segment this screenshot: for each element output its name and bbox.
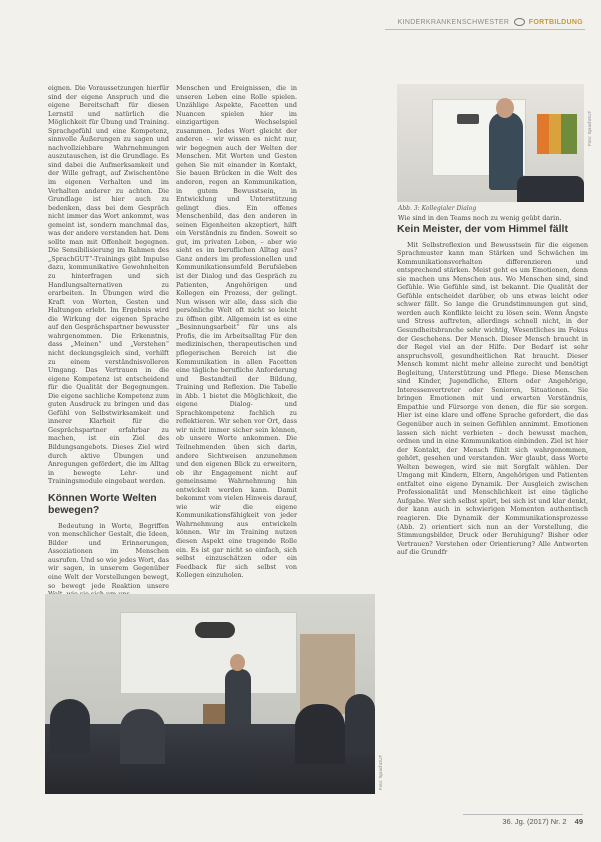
audience-member: [50, 699, 90, 754]
journal-issue: 36. Jg. (2017) Nr. 2: [502, 817, 567, 826]
speaker-head: [230, 654, 245, 671]
photo-1-caption: Abb. 3: Kollegialer Dialog: [398, 205, 477, 212]
photo-kollegialer-dialog: [397, 84, 584, 202]
audience-member: [345, 694, 375, 754]
page-footer: [502, 817, 583, 826]
audience-member: [517, 176, 584, 202]
colored-chart: [537, 114, 577, 154]
column-2: [176, 84, 297, 580]
column-1-paragraph-1: eignen. Die Voraussetzungen hierfür sind der eigene Anspruch und die eigene Bereitschaft für diesen Lernstil und natürlich die Möglichkeit für Übung und Training. Sprachgefühl und eine Kompetenz, sinnvolle Äußerungen zu sagen und nachvollziehbare Wahrnehmungen auszutauschen, ist die Grundlage. Es sind dabei die Aufmerksamkeit und der Wille gefragt, auf Zwischentöne im eigenen Verhalten und im Verhalten anderer zu achten. Die Grundlage ist hier auch zu bedenken, dass bei dem Gespräch nicht immer das Wort ankommt, was gemeint ist, sondern manchmal das, was der andere verstanden hat. Dem sollte man mit Offenheit begegnen. Die Sensibilisierung im Rahmen des „SprachGUT“-Trainings gibt Impulse dazu, kommunikative Gewohnheiten zu hinterfragen und sich Handlungsalternativen zu erarbeiten. In Übungen wird die Kraft von Worten, Gesten und Haltungen erlebt. Im Ergebnis wird die Wirkung der eigenen Sprache auf den Gesprächspartner bewusster wahrgenommen. Die Erkenntnis, dass „Meinen“ und „Verstehen“ nicht deckungsgleich sind, verhilft zu einem verständnisvolleren Umgang. Das Vertrauen in die eigene Kompetenz ist entscheidend für die Qualität der Begegnungen. Die eigene sachliche Kompetenz zum guten Ausdruck zu bringen und das Gefühl von Selbstwirksamkeit und innerer Klarheit für die Gesprächspartner erfahrbar zu machen, ist ein Ziel des Bildungsangebots. Dieses Ziel wird durch aktive Übungen und Anregungen gefördert, die im Alltag in bewegte Lehr- und Trainingsmodule eingebaut werden.: [48, 84, 169, 486]
section-name: FORTBILDUNG: [528, 18, 583, 26]
presenter-head: [496, 98, 514, 118]
photo-training-session: [45, 594, 375, 794]
magazine-name: KINDERKRANKENSCHWESTER: [397, 18, 510, 26]
photo-2-credit: Foto: SprachGUT: [378, 754, 383, 790]
audience-member: [295, 704, 345, 764]
cloud-card: [195, 622, 235, 638]
cloud-card: [457, 114, 479, 124]
column-3: [397, 223, 588, 557]
header-rule: [385, 29, 585, 30]
page-number: 49: [574, 817, 583, 826]
column-1-paragraph-2: Bedeutung in Worte, Begriffen von menschlicher Gestalt, die Ideen, Bilder und Erinnerungen, Assoziationen im Menschen ausrufen. Und so wie jedes Wort, das wir sagen, in unserem Gegenüber eine Welt der Vorstellungen bewegt, so bewegt jede Reaktion unsere: [48, 521, 169, 590]
heading-kein-meister: Kein Meister, der vom Himmel fällt: [397, 223, 568, 235]
heading-worte-welten: Können Worte Welten bewegen?: [48, 491, 157, 517]
running-header: [398, 18, 583, 26]
column-2-paragraph-1: Menschen und Ereignissen, die in unseren Leben eine Rolle spielen. Unzählige Aspekte, Facetten und Nuancen spielen hier im einzigartigen Wechselspiel zusammen. Jedes Wort gleicht der anderen – wir wissen es nicht nur, wir begegnen auch der Welten der Menschen. Mit Worten und Gesten gehen Sie mit einander in Kontakt, Sie bauen Brücken in die Welt des anderen, regen an Kommunikation, in gutem Bewusstsein, in Entwicklung und Unterstützung gelingt dies. Ein offenes Menschenbild, das den anderen in seinen Eigenheiten akzeptiert, hilft ein Verständnis zu finden. Soweit so gut, im privaten Leben, – aber wie sieht es im beruflichen Alltag aus? Ganz anders im professionellen und Kommunikationsumfeld Berufsleben ist der Dialog und das Gespräch zu Patienten, Angehörigen und Kollegen ein Prozess, der gelingt. Nun wissen wir alle, dass sich die persönliche Welt oft nicht so leicht zu öffnen gibt. Allgemein ist es eine „Besinnungsarbeit“ für uns als Profis, die im Arbeitsalltag Für den medizinischen, therapeutischen und pflegerischen Bereich ist die Kommunikation in allen Facetten eine tägliche berufliche Anforderung und Bestandteil der Bildung, Training und Reflexion. Die Tabelle in Abb. 1 bietet die Möglichkeit, die eigene Dialog- und Sprachkompetenz fachlich zu reflektieren. Wir sehen vor Ort, dass wir nicht immer sicher sein können, ob unsere Worte ankommen. Die Teilnehmenden üben sich darin, andere Sichtweisen anzunehmen und den eigenen Blick zu erweitern, ob ihr Engagement nicht auf gemeinsame Wahrnehmung hin entwickelt werden kann. Damit bekommt vom vielen Hinweis darauf, wie wir die eigene Kommunikationsfähigkeit von jeder Wahrnehmung aus entwickeln können. Wir im Training nutzen diesen Aspekt eine tragende Rolle ein. Es ist gar nicht so einfach, sich selbst einzuschätzen oder ein Feedback für sich selbst von Kollegen einzuholen.: [176, 84, 297, 580]
audience-member: [120, 709, 165, 764]
caption-followup-text: Wie sind in den Teams noch zu wenig geübt darin.: [398, 214, 562, 222]
column-3-paragraph-1: Mit Selbstreflexion und Bewusstsein für die eigenen Sprachmuster kann man Stärken und Schwächen im Kommunikationsverhalten differenzieren und entsprechend stärken. Meist geht es um Emotionen, denn sie machen uns Menschen aus. Wo Menschen sind, sind Gefühle. Wie Gefühle sind, ist bekannt. Die Qualität der Gefühle entscheidet darüber, ob uns etwas leicht oder schwer fällt. So lange die Grundstimmungen gut sind, werden auch Konflikte leicht zu lösen sein. Wenn Ängste und Stress auftreten, allerdings schnell nicht, in der Gesundheitsbranche sehr wichtig, Wesentliches im Fokus der Geschehens. Der Mensch. Dieser Mensch braucht in der Regel viel an der Hilfe. Der Bedarf ist sehr anspruchsvoll, gesundheitlichen Rat braucht. Dieser Mensch kommt nicht mehr alleine zurecht und benötigt Begleitung, Unterstützung und Pflege. Diese Menschen sind Kinder, Jugendliche, Eltern oder Angehörige, Interessenvertreter oder Senioren, Situationen. Sie bringen Emotionen mit und erwarten Verständnis, Empathie und Fürsorge von denen, die für sie sorgen. Hier ist eine klare und offene Sprache gefordert, die das Gegenüber auch in seinen Gefühlen annimmt. Emotionen lassen sich nicht verbieten – doch bewusst machen, ordnen und in eine Kommunikation einbinden. Ziel ist hier der Kontakt, der Mensch fühlt sich wahrgenommen, gehört, gesehen und verstanden. Wer glaubt, dass Worte Welten bewegen, wird sie mit Sorgfalt wählen. Der Umgang mit Kindern, Eltern, Angehörigen und Patienten entfaltet eine eigene Dynamik. Der Ausgleich zwischen Professionalität und Menschlichkeit ist eine tägliche Aufgabe. Wer sich selbst spürt, bei sich ist und klar denkt, der kann auch in schwierigen Momenten authentisch reagieren. Die Dynamik der Kommunikationsprozesse (Abb. 2) orientiert sich nun an der Vorstellung, die Stimmungsbilder, Druck oder Beruhigung? Bisher oder Vertrauen? Verstehen oder Orientierung? Alle Antworten auf die Grundfr: [397, 240, 588, 557]
magazine-logo-icon: [514, 18, 525, 26]
photo-1-credit: Foto: SprachGUT: [587, 110, 592, 146]
column-1: [48, 84, 169, 599]
footer-rule: [463, 814, 583, 815]
